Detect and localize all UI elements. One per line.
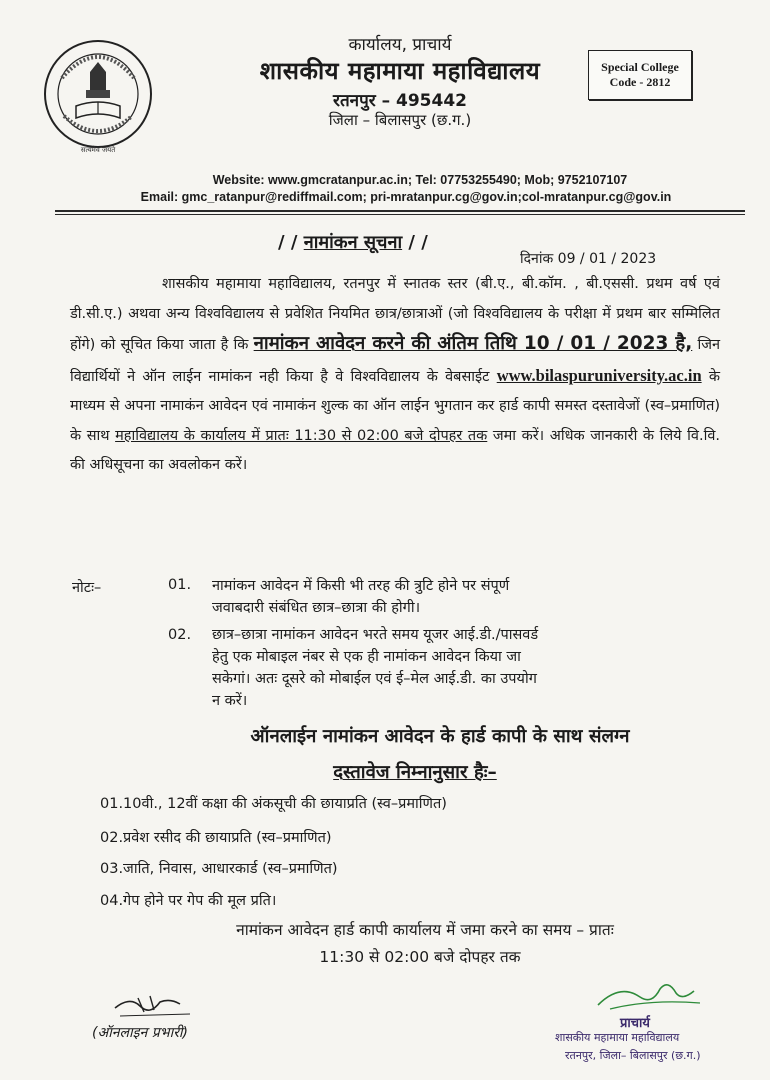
note-item: छात्र–छात्रा नामांकन आवेदन भरते समय यूजर आई.डी./पासवर्ड हेतु एक मोबाइल नंबर से एक ही नामांकन आवेदन किया जा सकेगां। अतः दूसरे को मोबाईल एवं ई–मेल आई.डी. का उपयोग न करें। [212,627,539,709]
university-website: www.bilaspuruniversity.ac.in [496,365,702,385]
para-end: जमा करें। अधिक जानकारी के लिये वि.वि. की अधिसूचना का अवलोकन करें। [70,427,721,473]
note-item: नामांकन आवेदन में किसी भी तरह की त्रुटि होने पर संपूर्ण जवाबदारी संबंधित छात्र–छात्रा की होगी। [212,578,510,616]
code-label: Special College [601,60,679,74]
para-intro: शासकीय महामाया महाविद्यालय, रतनपुर में स्नातक स्तर (बी.ए., बी.कॉम. , बी.एससी. प्रथम वर्ष एवं डी.सी.ए.) अथवा अन्य विश्वविद्यालय से प्रवेशित नियमित छात्र/छात्राओं (जो विश्वविद्यालय के परीक्षा में प्रथम बार सम्मिलित होंगे) को सूचित किया जाता है कि [70,276,720,353]
code-value: Code - 2812 [609,75,671,89]
logo-motto: सत्यमेव जयते [80,146,116,154]
principal-stamp-line1: शासकीय महामाया महाविद्यालय [555,1031,680,1044]
notice-paragraph [70,270,720,481]
contact-emails: Email: gmc_ratanpur@rediffmail.com; pri-mratanpur.cg@gov.in;col-mratanpur.cg@gov.in [140,190,672,204]
principal-signature-icon [590,975,710,1015]
para-cont: जिन विद्यार्थियों ने ऑन लाईन नामांकन नही किया है वे विश्वविद्यालय के वेबसाईट [70,337,721,385]
document-item: 03.जाति, निवास, आधारकार्ड (स्व–प्रमाणित) [100,861,338,877]
note-number: 02. [168,627,192,643]
document-item: 01.10वी., 12वीं कक्षा की अंकसूची की छायाप्रति (स्व–प्रमाणित) [100,796,447,812]
city-pincode: रतनपुर – 495442 [333,91,467,111]
principal-title: प्राचार्य [620,1016,650,1031]
principal-stamp-line2: रतनपुर, जिला– बिलासपुर (छ.ग.) [565,1049,701,1062]
office-line: कार्यालय, प्राचार्य [348,35,452,55]
header-rule-bottom [55,214,745,215]
online-incharge-signature-icon [110,990,200,1020]
header-rule-top [55,210,745,212]
documents-subheading: दस्तावेज निम्नानुसार हैः– [333,762,497,783]
district-line: जिला – बिलासपुर (छ.ग.) [328,111,472,129]
submission-hours: 11:30 से 02:00 बजे दोपहर तक [319,948,521,966]
submission-timing: नामांकन आवेदन हार्ड कापी कार्यालय में जमा करने का समय – प्रातः [236,921,614,939]
document-item: 02.प्रवेश रसीद की छायाप्रति (स्व–प्रमाणित) [100,830,332,846]
office-timing-underlined: महाविद्यालय के कार्यालय में प्रातः 11:30 से 02:00 बजे दोपहर तक [115,427,488,444]
college-name: शासकीय महामाया महाविद्यालय [259,57,541,85]
online-incharge-label: (ऑनलाइन प्रभारी) [92,1025,189,1041]
notice-date: दिनांक 09 / 01 / 2023 [520,251,657,267]
college-logo-icon [42,38,154,150]
note-label: नोटः– [72,580,102,596]
college-code-box [588,50,692,100]
notice-title-text: नामांकन सूचना [303,232,403,253]
contact-website-phone: Website: www.gmcratanpur.ac.in; Tel: 07753255490; Mob; 9752107107 [212,173,628,187]
note-number: 01. [168,577,192,593]
document-item: 04.गेप होने पर गेप की मूल प्रति। [100,893,277,909]
documents-heading: ऑनलाईन नामांकन आवेदन के हार्ड कापी के साथ संलग्न [250,726,630,747]
para-cont2: के माध्यम से अपना नामाकंन आवेदन एवं नामाकंन शुल्क का ऑन लाईन भुगतान कर हार्ड कापी समस्त दस्तावेजों (स्व–प्रमाणित) के साथ [70,368,721,444]
last-date-highlight: नामांकन आवेदन करने की अंतिम तिथि 10 / 01 / 2023 है, [253,333,693,354]
notice-title: / / नामांकन सूचना / / [278,232,428,253]
